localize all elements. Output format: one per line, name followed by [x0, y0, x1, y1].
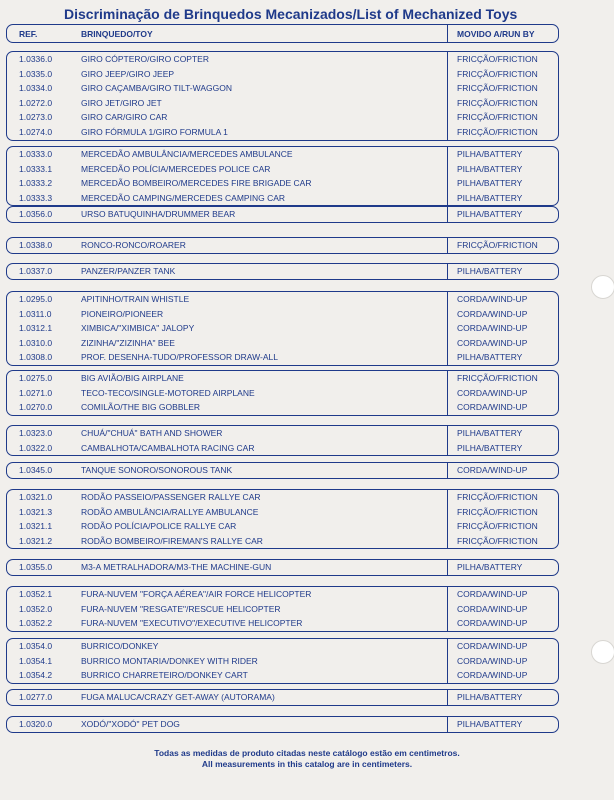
table-row	[7, 616, 558, 631]
ref-cell: 1.0354.0	[19, 641, 53, 651]
ref-cell: 1.0352.1	[19, 589, 53, 599]
run-by-cell: PILHA/BATTERY	[457, 442, 523, 453]
ref-cell: 1.0352.0	[19, 603, 53, 614]
table-row	[7, 110, 558, 125]
ref-cell: 1.0333.1	[19, 163, 53, 174]
toy-group	[6, 638, 559, 684]
run-by-cell: CORDA/WIND-UP	[457, 603, 528, 614]
table-row	[7, 125, 558, 140]
run-by-cell: FRICÇÃO/FRICTION	[457, 521, 538, 532]
ref-cell: 1.0321.0	[19, 492, 53, 502]
run-by-cell: PILHA/BATTERY	[457, 163, 523, 174]
ref-cell: 1.0271.0	[19, 387, 53, 398]
ref-cell: 1.0322.0	[19, 442, 53, 453]
toy-cell: GIRO CÓPTERO/GIRO COPTER	[81, 54, 209, 64]
toy-cell: MERCEDÃO POLÍCIA/MERCEDES POLICE CAR	[81, 163, 271, 174]
toy-cell: ZIZINHA/"ZIZINHA" BEE	[81, 337, 175, 348]
ref-cell: 1.0321.1	[19, 521, 53, 532]
run-by-cell: FRICÇÃO/FRICTION	[457, 535, 538, 546]
ref-cell: 1.0333.3	[19, 192, 53, 203]
table-row	[7, 207, 558, 222]
ref-cell: 1.0336.0	[19, 54, 53, 64]
ref-cell: 1.0270.0	[19, 402, 53, 413]
ref-cell: 1.0312.1	[19, 323, 53, 334]
table-row	[7, 52, 558, 67]
toy-group	[6, 489, 559, 549]
table-row	[7, 176, 558, 191]
ref-cell: 1.0321.3	[19, 506, 53, 517]
ref-cell: 1.0321.2	[19, 535, 53, 546]
toy-cell: TANQUE SONORO/SONOROUS TANK	[81, 465, 233, 475]
toy-group	[6, 146, 559, 206]
table-header	[6, 24, 559, 43]
run-by-cell: FRICÇÃO/FRICTION	[457, 492, 538, 502]
toy-cell: FUGA MALUCA/CRAZY GET-AWAY (AUTORAMA)	[81, 692, 275, 702]
run-by-cell: PILHA/BATTERY	[457, 428, 523, 438]
toy-cell: GIRO CAÇAMBA/GIRO TILT-WAGGON	[81, 83, 232, 94]
table-row	[7, 587, 558, 602]
run-by-cell: PILHA/BATTERY	[457, 209, 523, 219]
run-by-cell: CORDA/WIND-UP	[457, 337, 528, 348]
toy-group	[6, 237, 559, 254]
column-divider	[447, 25, 448, 42]
table-row	[7, 371, 558, 386]
table-row	[7, 717, 558, 732]
table-row	[7, 238, 558, 253]
table-row	[7, 400, 558, 415]
footer-line-pt: Todas as medidas de produto citadas neste catálogo estão em centimetros.	[154, 748, 460, 758]
ref-cell: 1.0333.2	[19, 178, 53, 189]
table-row	[7, 96, 558, 111]
toy-cell: PIONEIRO/PIONEER	[81, 308, 164, 319]
ref-cell: 1.0333.0	[19, 149, 53, 159]
toy-cell: MERCEDÃO BOMBEIRO/MERCEDES FIRE BRIGADE CAR	[81, 178, 312, 189]
ref-cell: 1.0356.0	[19, 209, 53, 219]
run-by-cell: PILHA/BATTERY	[457, 562, 523, 572]
run-by-cell: PILHA/BATTERY	[457, 192, 523, 203]
run-by-cell: PILHA/BATTERY	[457, 266, 523, 276]
run-by-cell: CORDA/WIND-UP	[457, 618, 528, 629]
table-row	[7, 147, 558, 162]
table-row	[7, 534, 558, 549]
table-row	[7, 292, 558, 307]
toy-cell: RODÃO PASSEIO/PASSENGER RALLYE CAR	[81, 492, 261, 502]
toy-cell: RONCO-RONCO/ROARER	[81, 240, 186, 250]
toy-cell: TECO-TECO/SINGLE-MOTORED AIRPLANE	[81, 387, 255, 398]
toy-cell: BURRICO MONTARIA/DONKEY WITH RIDER	[81, 655, 258, 666]
ref-cell: 1.0355.0	[19, 562, 53, 572]
run-by-cell: FRICÇÃO/FRICTION	[457, 54, 538, 64]
run-by-cell: PILHA/BATTERY	[457, 692, 523, 702]
run-by-cell: PILHA/BATTERY	[457, 149, 523, 159]
run-by-cell: CORDA/WIND-UP	[457, 308, 528, 319]
toy-cell: BURRICO/DONKEY	[81, 641, 159, 651]
ref-cell: 1.0320.0	[19, 719, 53, 729]
ref-cell: 1.0273.0	[19, 112, 53, 123]
run-by-cell: CORDA/WIND-UP	[457, 387, 528, 398]
toy-cell: PANZER/PANZER TANK	[81, 266, 176, 276]
table-row	[7, 264, 558, 279]
table-row	[7, 67, 558, 82]
ref-cell: 1.0277.0	[19, 692, 53, 702]
toy-cell: APITINHO/TRAIN WHISTLE	[81, 294, 190, 304]
toy-group	[6, 263, 559, 280]
run-by-cell: CORDA/WIND-UP	[457, 294, 528, 304]
binder-hole	[591, 640, 614, 664]
ref-cell: 1.0310.0	[19, 337, 53, 348]
table-row	[7, 386, 558, 401]
ref-cell: 1.0337.0	[19, 266, 53, 276]
toy-cell: GIRO JEEP/GIRO JEEP	[81, 68, 175, 79]
toy-cell: COMILÃO/THE BIG GOBBLER	[81, 402, 201, 413]
toy-group	[6, 425, 559, 456]
toy-group	[6, 462, 559, 479]
ref-cell: 1.0338.0	[19, 240, 53, 250]
toy-cell: FURA-NUVEM "RESGATE"/RESCUE HELICOPTER	[81, 603, 281, 614]
ref-cell: 1.0272.0	[19, 97, 53, 108]
toy-cell: BURRICO CHARRETEIRO/DONKEY CART	[81, 670, 248, 681]
ref-cell: 1.0308.0	[19, 352, 53, 363]
toy-cell: RODÃO BOMBEIRO/FIREMAN'S RALLYE CAR	[81, 535, 263, 546]
run-by-cell: FRICÇÃO/FRICTION	[457, 68, 538, 79]
ref-cell: 1.0354.2	[19, 670, 53, 681]
toy-cell: BIG AVIÃO/BIG AIRPLANE	[81, 373, 184, 383]
header-toy: BRINQUEDO/TOY	[81, 29, 153, 39]
ref-cell: 1.0323.0	[19, 428, 53, 438]
toy-cell: GIRO CAR/GIRO CAR	[81, 112, 168, 123]
table-row	[7, 441, 558, 456]
run-by-cell: FRICÇÃO/FRICTION	[457, 373, 538, 383]
toy-cell: M3-A METRALHADORA/M3-THE MACHINE-GUN	[81, 562, 272, 572]
toy-cell: CHUÁ/"CHUÁ" BATH AND SHOWER	[81, 428, 223, 438]
page-title: Discriminação de Brinquedos Mecanizados/List of Mechanized Toys	[64, 6, 518, 22]
footer-line-en: All measurements in this catalog are in centimeters.	[201, 759, 413, 769]
table-row	[7, 336, 558, 351]
table-row	[7, 426, 558, 441]
toy-group	[6, 716, 559, 733]
run-by-cell: CORDA/WIND-UP	[457, 465, 528, 475]
toy-cell: RODÃO AMBULÂNCIA/RALLYE AMBULANCE	[81, 506, 259, 517]
toy-cell: GIRO FÓRMULA 1/GIRO FORMULA 1	[81, 126, 228, 137]
table-row	[7, 463, 558, 478]
toy-cell: CAMBALHOTA/CAMBALHOTA RACING CAR	[81, 442, 255, 453]
ref-cell: 1.0354.1	[19, 655, 53, 666]
run-by-cell: FRICÇÃO/FRICTION	[457, 83, 538, 94]
toy-group	[6, 559, 559, 576]
table-row	[7, 505, 558, 520]
run-by-cell: CORDA/WIND-UP	[457, 323, 528, 334]
run-by-cell: FRICÇÃO/FRICTION	[457, 97, 538, 108]
toy-group	[6, 689, 559, 706]
toy-cell: URSO BATUQUINHA/DRUMMER BEAR	[81, 209, 236, 219]
table-row	[7, 654, 558, 669]
toy-cell: FURA-NUVEM "FORÇA AÉREA"/AIR FORCE HELICOPTER	[81, 589, 312, 599]
ref-cell: 1.0275.0	[19, 373, 53, 383]
toy-group	[6, 370, 559, 416]
ref-cell: 1.0311.0	[19, 308, 52, 319]
ref-cell: 1.0345.0	[19, 465, 53, 475]
run-by-cell: CORDA/WIND-UP	[457, 589, 528, 599]
ref-cell: 1.0335.0	[19, 68, 53, 79]
table-row	[7, 81, 558, 96]
run-by-cell: FRICÇÃO/FRICTION	[457, 126, 538, 137]
run-by-cell: PILHA/BATTERY	[457, 719, 523, 729]
table-row	[7, 162, 558, 177]
toy-group	[6, 291, 559, 366]
toy-cell: RODÃO POLÍCIA/POLICE RALLYE CAR	[81, 521, 237, 532]
table-row	[7, 307, 558, 322]
toy-group	[6, 206, 559, 223]
table-row	[7, 519, 558, 534]
table-row	[7, 191, 558, 206]
run-by-cell: CORDA/WIND-UP	[457, 641, 528, 651]
table-row	[7, 321, 558, 336]
ref-cell: 1.0274.0	[19, 126, 53, 137]
run-by-cell: FRICÇÃO/FRICTION	[457, 506, 538, 517]
toy-cell: XODÓ/"XODÓ" PET DOG	[81, 719, 180, 729]
header-ref: REF.	[19, 29, 38, 39]
run-by-cell: FRICÇÃO/FRICTION	[457, 240, 538, 250]
header-run-by: MOVIDO A/RUN BY	[457, 29, 535, 39]
toy-cell: XIMBICA/"XIMBICA" JALOPY	[81, 323, 195, 334]
table-row	[7, 350, 558, 365]
toy-cell: FURA-NUVEM "EXECUTIVO"/EXECUTIVE HELICOPTER	[81, 618, 303, 629]
run-by-cell: PILHA/BATTERY	[457, 352, 523, 363]
ref-cell: 1.0352.2	[19, 618, 53, 629]
table-row	[7, 668, 558, 683]
table-row	[7, 690, 558, 705]
binder-hole	[591, 275, 614, 299]
toy-group	[6, 586, 559, 632]
toy-cell: PROF. DESENHA-TUDO/PROFESSOR DRAW-ALL	[81, 352, 278, 363]
table-row	[7, 602, 558, 617]
run-by-cell: CORDA/WIND-UP	[457, 670, 528, 681]
table-row	[7, 639, 558, 654]
toy-group	[6, 51, 559, 141]
run-by-cell: CORDA/WIND-UP	[457, 402, 528, 413]
run-by-cell: FRICÇÃO/FRICTION	[457, 112, 538, 123]
run-by-cell: PILHA/BATTERY	[457, 178, 523, 189]
table-row	[7, 560, 558, 575]
toy-cell: MERCEDÃO AMBULÂNCIA/MERCEDES AMBULANCE	[81, 149, 293, 159]
ref-cell: 1.0334.0	[19, 83, 53, 94]
ref-cell: 1.0295.0	[19, 294, 53, 304]
toy-cell: MERCEDÃO CAMPING/MERCEDES CAMPING CAR	[81, 192, 286, 203]
run-by-cell: CORDA/WIND-UP	[457, 655, 528, 666]
table-row	[7, 490, 558, 505]
toy-cell: GIRO JET/GIRO JET	[81, 97, 162, 108]
